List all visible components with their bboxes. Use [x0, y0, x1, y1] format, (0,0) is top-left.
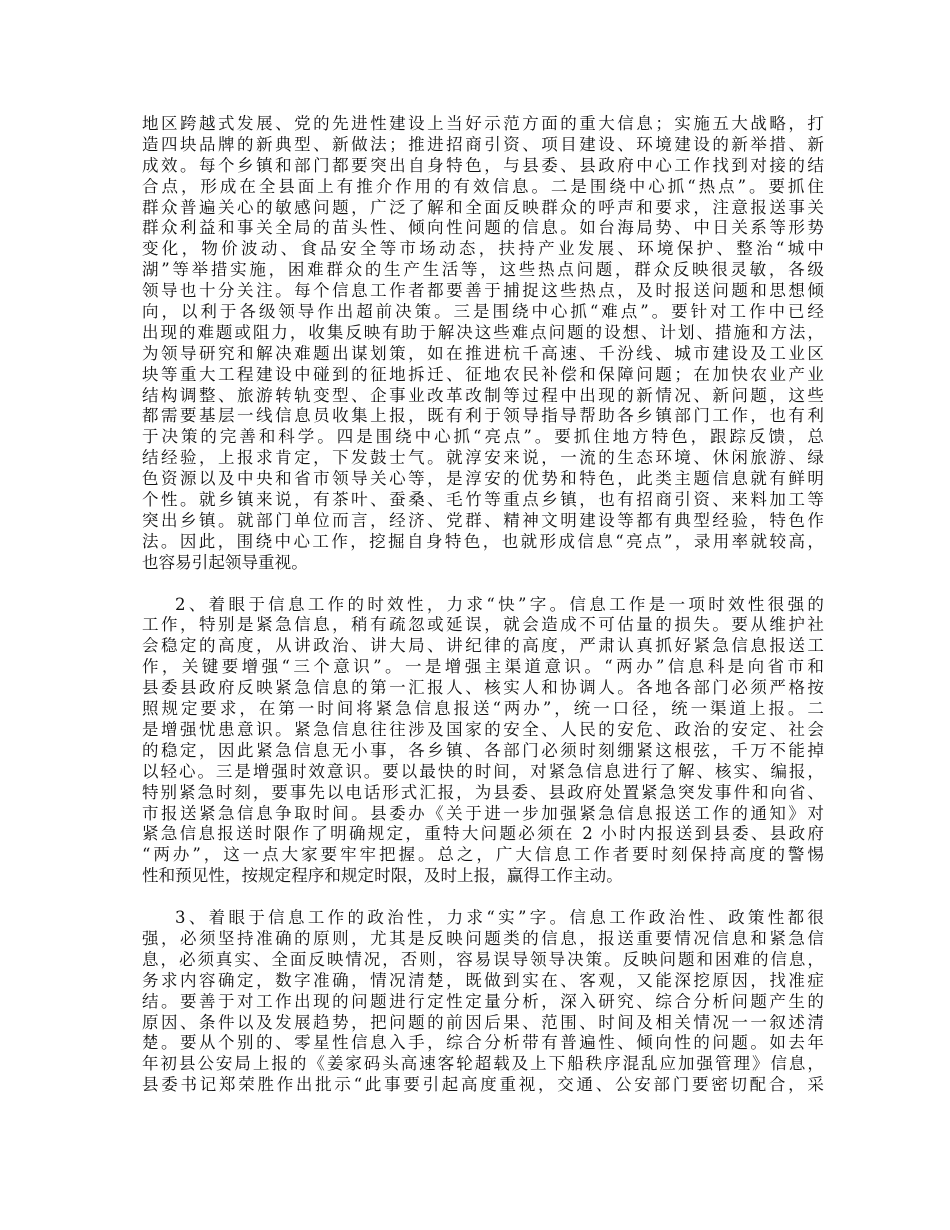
text-line: 领导也十分关注。每个信息工作者都要善于捕捉这些热点，及时报送问题和思想倾	[142, 281, 824, 301]
text-line: 务求内容确定，数字准确，情况清楚，既做到实在、客观，又能深挖原因，找准症	[142, 970, 824, 990]
text-line: 照规定要求，在第一时间将紧急信息报送“两办”，统一口径，统一渠道上报。二	[142, 699, 824, 719]
text-line: 块等重大工程建设中碰到的征地拆迁、征地农民补偿和保障问题；在加快农业产业	[142, 364, 824, 384]
paragraph-3	[142, 908, 824, 1096]
text-line: 以轻心。三是增强时效意识。要以最快的时间，对紧急信息进行了解、核实、编报，	[142, 761, 824, 781]
text-line: 群众普遍关心的敏感问题，广泛了解和全面反映群众的呼声和要求，注意报送事关	[142, 197, 824, 217]
text-line: 变化，物价波动、食品安全等市场动态，扶持产业发展、环境保护、整治“城中	[142, 239, 824, 259]
text-line: 群众利益和事关全局的苗头性、倾向性问题的信息。如台海局势、中日关系等形势	[142, 218, 824, 238]
text-line: 造四块品牌的新典型、新做法；推进招商引资、项目建设、环境建设的新举措、新	[142, 134, 824, 154]
text-line: “两办”，这一点大家要牢牢把握。总之，广大信息工作者要时刻保持高度的警惕	[142, 845, 824, 865]
text-line: 色资源以及中央和省市领导关心等，是淳安的优势和特色，此类主题信息就有鲜明	[142, 469, 824, 489]
paragraph-gap	[142, 887, 824, 908]
paragraph-gap	[142, 574, 824, 595]
paragraph-1	[142, 114, 824, 574]
text-line: 紧急信息报送时限作了明确规定，重特大问题必须在 2 小时内报送到县委、县政府	[142, 824, 824, 844]
text-line: 湖”等举措实施，困难群众的生产生活等，这些热点问题，群众反映很灵敏，各级	[142, 260, 824, 280]
text-line: 3、着眼于信息工作的政治性，力求“实”字。信息工作政治性、政策性都很	[175, 908, 824, 928]
text-line: 2、着眼于信息工作的时效性，力求“快”字。信息工作是一项时效性很强的	[175, 594, 824, 614]
text-line: 向，以利于各级领导作出超前决策。三是围绕中心抓“难点”。要针对工作中已经	[142, 302, 824, 322]
text-line: 个性。就乡镇来说，有茶叶、蚕桑、毛竹等重点乡镇，也有招商引资、来料加工等	[142, 490, 824, 510]
text-line: 特别紧急时刻，要事先以电话形式汇报，为县委、县政府处置紧急突发事件和向省、	[142, 782, 824, 802]
text-line: 地区跨越式发展、党的先进性建设上当好示范方面的重大信息；实施五大战略，打	[142, 114, 824, 133]
text-line: 突出乡镇。就部门单位而言，经济、党群、精神文明建设等都有典型经验，特色作	[142, 510, 824, 530]
text-line: 作，关键要增强“三个意识”。一是增强主渠道意识。“两办”信息科是向省市和	[142, 657, 824, 677]
text-line: 的稳定，因此紧急信息无小事，各乡镇、各部门必须时刻绷紧这根弦，千万不能掉	[142, 740, 824, 760]
text-line: 也容易引起领导重视。	[142, 552, 308, 572]
document-page	[142, 114, 824, 1096]
text-line: 结。要善于对工作出现的问题进行定性定量分析，深入研究、综合分析问题产生的	[142, 991, 824, 1011]
text-line: 性和预见性，按规定程序和规定时限，及时上报，赢得工作主动。	[142, 866, 623, 886]
paragraph-2	[142, 595, 824, 887]
text-line: 出现的难题或阻力，收集反映有助于解决这些难点问题的设想、计划、措施和方法，	[142, 322, 824, 342]
text-line: 都需要基层一线信息员收集上报，既有利于领导指导帮助各乡镇部门工作，也有利	[142, 406, 824, 426]
text-line: 是增强忧患意识。紧急信息往往涉及国家的安全、人民的安危、政治的安定、社会	[142, 719, 824, 739]
text-line: 为领导研究和解决难题出谋划策，如在推进杭千高速、千汾线、城市建设及工业区	[142, 343, 824, 363]
text-line: 工作，特别是紧急信息，稍有疏忽或延误，就会造成不可估量的损失。要从维护社	[142, 615, 824, 635]
text-line: 强，必须坚持准确的原则，尤其是反映问题类的信息，报送重要情况信息和紧急信	[142, 928, 824, 948]
text-line: 原因、条件以及发展趋势，把问题的前因后果、范围、时间及相关情况一一叙述清	[142, 1012, 824, 1032]
text-line: 成效。每个乡镇和部门都要突出自身特色，与县委、县政府中心工作找到对接的结	[142, 155, 824, 175]
text-line: 结经验，上报求肯定，下发鼓士气。就淳安来说，一流的生态环境、休闲旅游、绿	[142, 448, 824, 468]
text-line: 县委县政府反映紧急信息的第一汇报人、核实人和协调人。各地各部门必须严格按	[142, 678, 824, 698]
text-line: 楚。要从个别的、零星性信息入手，综合分析带有普遍性、倾向性的问题。如去年	[142, 1033, 824, 1053]
text-line: 合点，形成在全县面上有推介作用的有效信息。二是围绕中心抓“热点”。要抓住	[142, 176, 824, 196]
text-line: 会稳定的高度，从讲政治、讲大局、讲纪律的高度，严肃认真抓好紧急信息报送工	[142, 636, 824, 656]
text-line: 息，必须真实、全面反映情况，否则，容易误导领导决策。反映问题和困难的信息，	[142, 949, 824, 969]
text-line: 年初县公安局上报的《姜家码头高速客轮超载及上下船秩序混乱应加强管理》信息，	[142, 1054, 824, 1074]
text-line: 法。因此，围绕中心工作，挖掘自身特色，也就形成信息“亮点”，录用率就较高，	[142, 531, 824, 551]
text-line: 于决策的完善和科学。四是围绕中心抓“亮点”。要抓住地方特色，跟踪反馈，总	[142, 427, 824, 447]
text-line: 结构调整、旅游转轨变型、企事业改革改制等过程中出现的新情况、新问题，这些	[142, 385, 824, 405]
text-line: 市报送紧急信息争取时间。县委办《关于进一步加强紧急信息报送工作的通知》对	[142, 803, 824, 823]
text-line: 县委书记郑荣胜作出批示“此事要引起高度重视，交通、公安部门要密切配合，采	[142, 1075, 824, 1095]
